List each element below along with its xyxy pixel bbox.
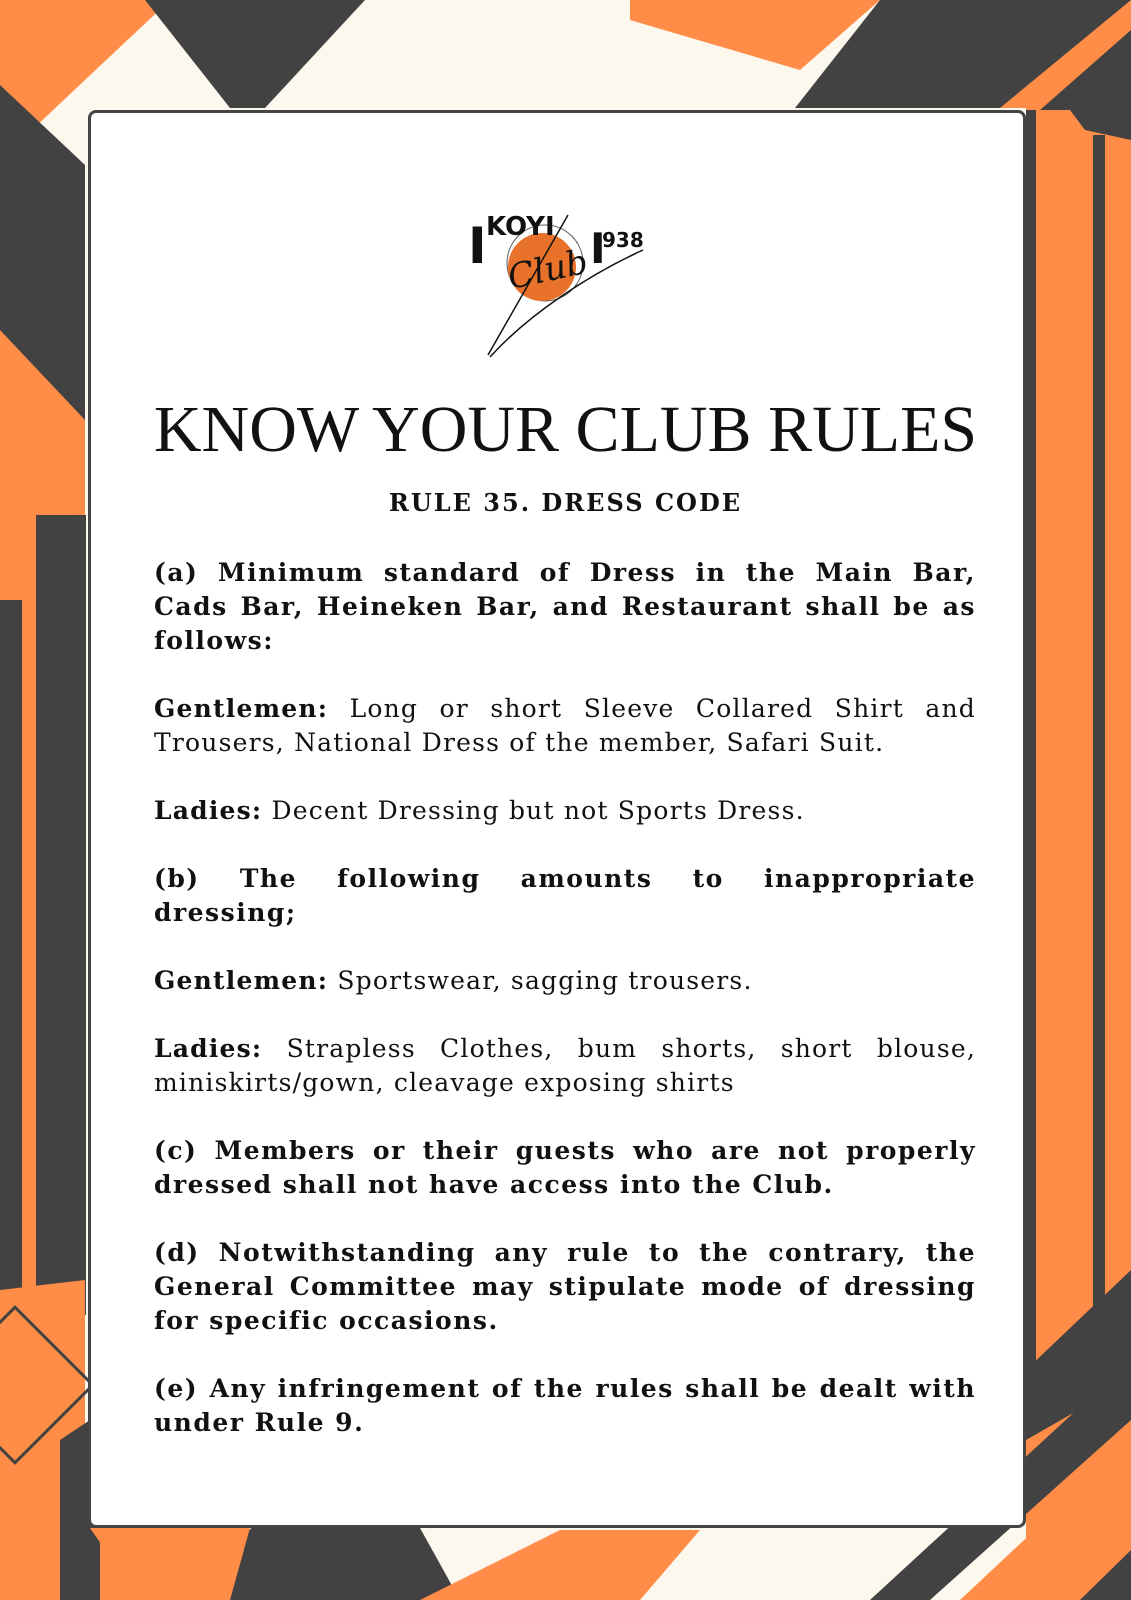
ladies-dress-text: Decent Dressing but not Sports Dress.	[271, 796, 805, 825]
rule-e: (e) Any infringement of the rules shall be dealt with under Rule 9.	[154, 1374, 976, 1437]
logo-year-initial: I	[590, 224, 606, 273]
rule-b-gentlemen	[154, 964, 976, 998]
rules-body	[154, 556, 976, 1474]
rule-b-ladies	[154, 1032, 976, 1100]
gentlemen-label: Gentlemen:	[154, 694, 329, 723]
rule-a-gentlemen	[154, 692, 976, 760]
logo-word-koyi: KOYI	[486, 212, 555, 242]
ladies-label: Ladies:	[154, 1034, 263, 1063]
logo-year: 938	[602, 228, 644, 252]
ladies-inappropriate-text: Strapless Clothes, bum shorts, short blouse, miniskirts/gown, cleavage exposing shirts	[154, 1034, 976, 1097]
club-logo	[468, 205, 668, 365]
logo-initial-i: I	[468, 217, 487, 275]
gentlemen-label: Gentlemen:	[154, 966, 329, 995]
logo-club-script: Club	[504, 241, 592, 298]
rule-d: (d) Notwithstanding any rule to the contrary, the General Committee may stipulate mode of dressing for specific occasions.	[154, 1238, 976, 1335]
rule-a-ladies	[154, 794, 976, 828]
rule-heading: RULE 35. DRESS CODE	[388, 488, 743, 517]
page-title: KNOW YOUR CLUB RULES	[153, 393, 978, 466]
ladies-label: Ladies:	[154, 796, 263, 825]
gentlemen-dress-text: Long or short Sleeve Collared Shirt and Trousers, National Dress of the member, Safari Suit.	[154, 694, 976, 757]
rule-a: (a) Minimum standard of Dress in the Main Bar, Cads Bar, Heineken Bar, and Restaurant shall be as follows:	[154, 558, 976, 655]
rule-c: (c) Members or their guests who are not properly dressed shall not have access into the Club.	[154, 1136, 976, 1199]
rule-b: (b) The following amounts to inappropriate dressing;	[154, 864, 976, 927]
gentlemen-inappropriate-text: Sportswear, sagging trousers.	[337, 966, 753, 995]
